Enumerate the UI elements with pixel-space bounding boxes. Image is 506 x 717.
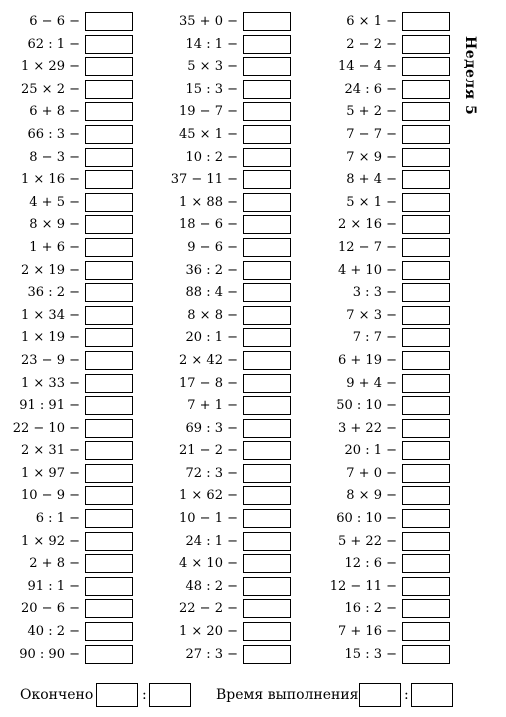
problem-expression: 6 : 1 − <box>35 511 80 527</box>
problem-expression: 1 × 34 − <box>21 307 80 323</box>
column-3 <box>0 11 397 666</box>
problem-expression: 14 − 4 − <box>338 59 397 75</box>
problem-expression: 6 − 6 − <box>29 14 80 29</box>
answer-box[interactable] <box>402 193 450 212</box>
problem-row <box>0 373 397 396</box>
problem-expression: 24 : 1 − <box>185 533 238 549</box>
problem-expression: 1 × 19 − <box>21 330 80 346</box>
problem-expression: 8 × 8 − <box>187 307 238 323</box>
problem-expression: 23 − 9 − <box>21 352 80 368</box>
problem-row <box>0 621 397 644</box>
problem-row <box>0 101 397 124</box>
problem-expression: 66 : 3 − <box>27 126 80 142</box>
problem-row <box>0 576 397 599</box>
problem-row <box>0 598 397 621</box>
problem-expression: 90 : 90 − <box>19 646 80 662</box>
problem-row <box>0 214 397 237</box>
problem-expression: 12 − 11 − <box>329 578 397 594</box>
finished-colon: : <box>142 687 147 703</box>
answer-box[interactable] <box>402 554 450 573</box>
duration-label: Время выполнения <box>216 687 359 703</box>
duration-colon: : <box>404 687 409 703</box>
problem-expression: 9 + 4 − <box>346 375 397 391</box>
problem-expression: 10 − 9 − <box>21 488 80 504</box>
problem-row <box>0 508 397 531</box>
problem-row <box>0 56 397 79</box>
finished-minutes-box[interactable] <box>149 683 191 707</box>
problem-expression: 12 : 6 − <box>344 556 397 572</box>
problem-row <box>0 440 397 463</box>
problem-expression: 25 × 2 − <box>21 81 80 97</box>
problem-row <box>0 260 397 283</box>
problem-expression: 62 : 1 − <box>27 36 80 52</box>
problem-row <box>0 34 397 57</box>
finished-label: Окончено <box>20 687 94 703</box>
problem-expression: 7 + 0 − <box>346 465 397 481</box>
answer-box[interactable] <box>402 599 450 618</box>
problem-expression: 6 × 1 − <box>346 14 397 29</box>
problem-row <box>0 282 397 305</box>
answer-box[interactable] <box>402 215 450 234</box>
answer-box[interactable] <box>402 396 450 415</box>
problem-expression: 15 : 3 − <box>185 81 238 97</box>
problem-row <box>0 327 397 350</box>
answer-box[interactable] <box>402 125 450 144</box>
answer-box[interactable] <box>402 577 450 596</box>
problem-expression: 7 − 7 − <box>346 126 397 142</box>
problem-expression: 36 : 2 − <box>185 262 238 278</box>
problem-expression: 6 + 8 − <box>29 104 80 120</box>
answer-box[interactable] <box>402 351 450 370</box>
problem-expression: 69 : 3 − <box>185 420 238 436</box>
finished-hours-box[interactable] <box>96 683 138 707</box>
problem-expression: 36 : 2 − <box>27 285 80 301</box>
problem-expression: 37 − 11 − <box>170 172 238 188</box>
problem-expression: 1 × 92 − <box>21 533 80 549</box>
problem-row <box>0 553 397 576</box>
problem-expression: 35 + 0 − <box>179 14 238 29</box>
problem-expression: 19 − 7 − <box>179 104 238 120</box>
answer-box[interactable] <box>402 328 450 347</box>
problem-expression: 14 : 1 − <box>185 36 238 52</box>
problem-expression: 4 × 10 − <box>179 556 238 572</box>
problem-expression: 1 × 33 − <box>21 375 80 391</box>
problem-row <box>0 79 397 102</box>
answer-box[interactable] <box>402 57 450 76</box>
answer-box[interactable] <box>402 148 450 167</box>
answer-box[interactable] <box>402 419 450 438</box>
answer-box[interactable] <box>402 464 450 483</box>
problem-expression: 8 − 3 − <box>29 149 80 165</box>
problem-expression: 3 + 22 − <box>338 420 397 436</box>
problem-row <box>0 350 397 373</box>
problem-expression: 18 − 6 − <box>179 217 238 233</box>
problem-expression: 50 : 10 − <box>336 398 397 414</box>
problem-expression: 12 − 7 − <box>338 239 397 255</box>
problem-expression: 5 + 2 − <box>346 104 397 120</box>
problem-expression: 7 + 1 − <box>187 398 238 414</box>
answer-box[interactable] <box>402 486 450 505</box>
problem-expression: 60 : 10 − <box>336 511 397 527</box>
problem-expression: 21 − 2 − <box>179 443 238 459</box>
problem-expression: 2 + 8 − <box>29 556 80 572</box>
problem-expression: 7 × 3 − <box>346 307 397 323</box>
problem-row <box>0 644 397 667</box>
answer-box[interactable] <box>402 441 450 460</box>
answer-box[interactable] <box>402 306 450 325</box>
problem-expression: 48 : 2 − <box>185 578 238 594</box>
problem-expression: 20 : 1 − <box>344 443 397 459</box>
problem-expression: 2 × 42 − <box>179 352 238 368</box>
problem-expression: 8 + 4 − <box>346 172 397 188</box>
problem-expression: 1 × 88 − <box>179 194 238 210</box>
week-title: Неделя 5 <box>462 36 478 116</box>
problem-row <box>0 485 397 508</box>
problem-expression: 7 + 16 − <box>338 624 397 640</box>
problem-expression: 5 × 1 − <box>346 194 397 210</box>
problem-expression: 5 × 3 − <box>187 59 238 75</box>
problem-row <box>0 169 397 192</box>
problem-expression: 22 − 10 − <box>12 420 80 436</box>
problem-expression: 40 : 2 − <box>27 624 80 640</box>
answer-box[interactable] <box>402 622 450 641</box>
problem-expression: 4 + 10 − <box>338 262 397 278</box>
answer-box[interactable] <box>402 102 450 121</box>
problem-expression: 8 × 9 − <box>29 217 80 233</box>
duration-minutes-box[interactable] <box>359 683 401 707</box>
problem-expression: 10 − 1 − <box>179 511 238 527</box>
problem-expression: 7 : 7 − <box>352 330 397 346</box>
problem-expression: 91 : 1 − <box>27 578 80 594</box>
answer-box[interactable] <box>402 35 450 54</box>
answer-box[interactable] <box>402 283 450 302</box>
problem-expression: 15 : 3 − <box>344 646 397 662</box>
problem-expression: 27 : 3 − <box>185 646 238 662</box>
problem-expression: 2 × 31 − <box>21 443 80 459</box>
problem-expression: 3 : 3 − <box>352 285 397 301</box>
answer-box[interactable] <box>402 374 450 393</box>
answer-box[interactable] <box>402 532 450 551</box>
problem-expression: 1 × 62 − <box>179 488 238 504</box>
answer-box[interactable] <box>402 238 450 257</box>
problem-expression: 16 : 2 − <box>344 601 397 617</box>
problem-expression: 17 − 8 − <box>179 375 238 391</box>
problem-expression: 72 : 3 − <box>185 465 238 481</box>
problem-expression: 4 + 5 − <box>29 194 80 210</box>
problem-expression: 1 + 6 − <box>29 239 80 255</box>
problem-expression: 91 : 91 − <box>19 398 80 414</box>
problem-expression: 88 : 4 − <box>185 285 238 301</box>
problem-expression: 10 : 2 − <box>185 149 238 165</box>
problem-row <box>0 395 397 418</box>
problem-row <box>0 531 397 554</box>
problem-expression: 24 : 6 − <box>344 81 397 97</box>
problem-expression: 1 × 97 − <box>21 465 80 481</box>
footer <box>0 683 506 709</box>
problem-expression: 20 : 1 − <box>185 330 238 346</box>
problem-expression: 9 − 6 − <box>187 239 238 255</box>
problem-row <box>0 463 397 486</box>
problem-expression: 1 × 16 − <box>21 172 80 188</box>
problem-row <box>0 237 397 260</box>
problem-row <box>0 418 397 441</box>
problem-expression: 7 × 9 − <box>346 149 397 165</box>
problem-expression: 20 − 6 − <box>21 601 80 617</box>
answer-box[interactable] <box>402 261 450 280</box>
answer-box[interactable] <box>402 645 450 664</box>
problem-row <box>0 124 397 147</box>
problem-expression: 2 − 2 − <box>346 36 397 52</box>
problem-expression: 45 × 1 − <box>179 126 238 142</box>
answer-box[interactable] <box>402 509 450 528</box>
problem-expression: 5 + 22 − <box>338 533 397 549</box>
problem-expression: 2 × 16 − <box>338 217 397 233</box>
duration-seconds-box[interactable] <box>411 683 453 707</box>
answer-box[interactable] <box>402 170 450 189</box>
problem-row <box>0 147 397 170</box>
problem-expression: 1 × 20 − <box>179 624 238 640</box>
problem-row <box>0 192 397 215</box>
problem-expression: 22 − 2 − <box>179 601 238 617</box>
problem-expression: 2 × 19 − <box>21 262 80 278</box>
problem-row <box>0 305 397 328</box>
problem-expression: 6 + 19 − <box>338 352 397 368</box>
answer-box[interactable] <box>402 12 450 31</box>
problem-row <box>0 11 397 34</box>
answer-box[interactable] <box>402 80 450 99</box>
problem-expression: 8 × 9 − <box>346 488 397 504</box>
problem-expression: 1 × 29 − <box>21 59 80 75</box>
